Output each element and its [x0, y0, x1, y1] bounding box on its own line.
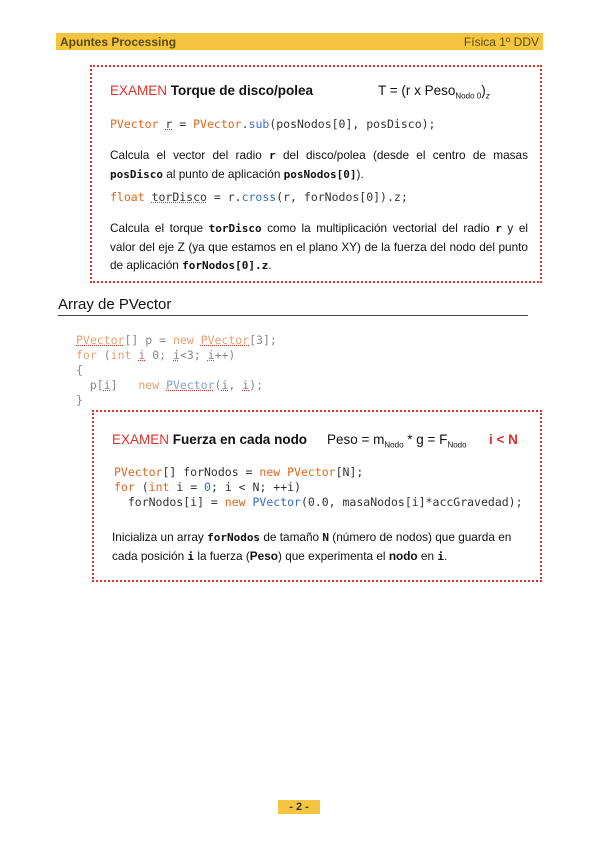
- header-title: Apuntes Processing: [60, 34, 177, 49]
- exam-tag: EXAMEN: [110, 83, 168, 98]
- code-torque: float torDisco = r.cross(r, forNodos[0]).z;: [110, 190, 408, 204]
- code-force-array: PVector[] forNodos = new PVector[N]; for (int i = 0; i < N; ++i) forNodos[i] = new PVector(0.0, masaNodos[i]*accGravedad);: [114, 465, 523, 509]
- exam-name: Fuerza en cada nodo: [172, 432, 308, 447]
- exam-title-force: [112, 432, 307, 447]
- section-divider: [58, 315, 528, 316]
- code-radius: PVector r = PVector.sub(posNodos[0], posDisco);: [110, 117, 436, 131]
- exam-name: Torque de disco/polea: [170, 83, 314, 98]
- paragraph-torque: Calcula el torque torDisco como la multiplicación vectorial del radio r y el valor del eje Z (ya que estamos en el plano XY) de la fuerza del nodo del punto de aplicación forNodos[0].z.: [110, 221, 529, 272]
- header-course: Física 1º DDV: [463, 34, 539, 49]
- torque-formula: T = (r x $Peso_{Nodo 0})_z$: [378, 83, 490, 101]
- weight-formula: Peso = $m_{Nodo} * g = F_{Nodo}$: [327, 432, 467, 450]
- exam-tag: EXAMEN: [112, 432, 170, 447]
- paragraph-radius: Calcula el vector del radio r del disco/polea (desde el centro de masas posDisco al punto de aplicación posNodos[0]).: [110, 148, 528, 181]
- paragraph-force: Inicializa un array forNodos de tamaño N (número de nodos) que guarda en cada posición i la fuerza (Peso) que experimenta el nodo en i.: [112, 530, 512, 563]
- code-snippet-array: PVector[] p = new PVector[3]; for (int i 0; i<3; i++) { p[i] new PVector(i, i); }: [76, 333, 277, 407]
- loop-condition: i < N: [489, 432, 518, 447]
- section-title: Array de PVector: [58, 296, 172, 313]
- page-header: [56, 33, 543, 50]
- page-number: - 2 -: [278, 800, 320, 814]
- exam-title-torque: [110, 83, 313, 98]
